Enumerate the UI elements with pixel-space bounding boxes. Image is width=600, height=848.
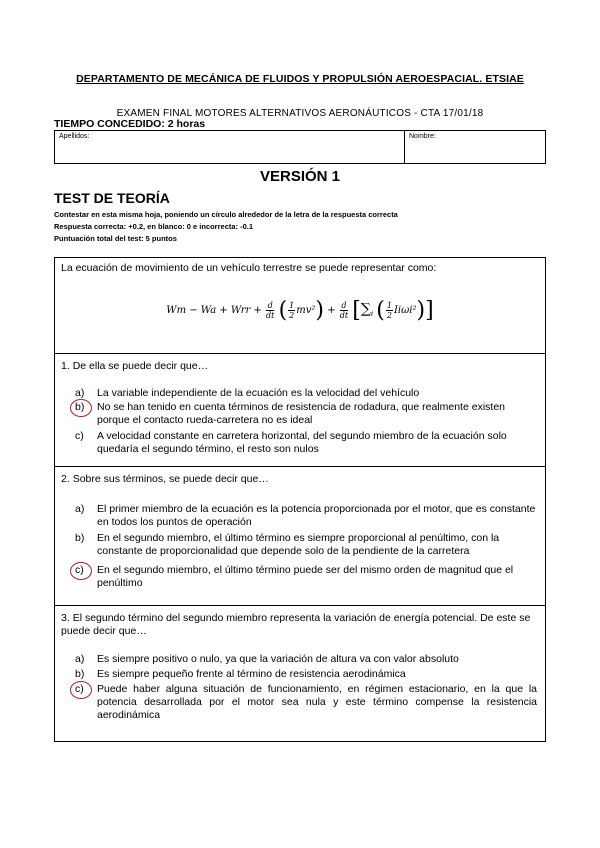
name-label: Nombre: xyxy=(409,133,436,140)
student-info-box xyxy=(54,130,546,164)
equation-left: Wm − Wa + Wrr + xyxy=(166,305,266,316)
half-fraction: $\frac{1}{2}$ xyxy=(289,301,295,320)
option-text: A velocidad constante en carretera horizontal, del segundo miembro de la ecuación solo quedaría el segundo término, el resto son nulos xyxy=(97,430,507,455)
answer-option[interactable] xyxy=(75,503,537,529)
answer-option[interactable] xyxy=(75,564,537,590)
exam-title: EXAMEN FINAL MOTORES ALTERNATIVOS AERONÁUTICOS - CTA 17/01/18 xyxy=(116,108,484,119)
sum-symbol: ∑ xyxy=(360,301,371,317)
derivative: $\frac{d}{dt}$ xyxy=(339,301,349,320)
answer-option[interactable] xyxy=(75,668,537,681)
question-stem xyxy=(61,473,539,486)
answer-option[interactable] xyxy=(75,532,537,558)
question-box xyxy=(54,605,546,742)
half-fraction: $\frac{1}{2}$ xyxy=(386,301,392,320)
question-text: De ella se puede decir que… xyxy=(72,360,209,372)
kinetic-term: mv² xyxy=(296,305,316,316)
answer-option[interactable] xyxy=(75,683,537,722)
answer-circle-mark xyxy=(70,681,92,699)
answer-option[interactable] xyxy=(75,653,537,666)
option-text: Puede haber alguna situación de funcionamiento, en régimen estacionario, en la que la potencia desarrollada por el motor sea nula y este término compense la resistencia aerodinámica xyxy=(97,683,537,721)
section-title: TEST DE TEORÍA xyxy=(54,190,170,206)
answer-option[interactable] xyxy=(75,401,537,427)
instruction-line: Puntuación total del test: 5 puntos xyxy=(54,234,177,243)
option-letter: c) xyxy=(75,564,84,576)
intro-text: La ecuación de movimiento de un vehículo terrestre se puede representar como: xyxy=(61,262,437,274)
option-letter: c) xyxy=(75,430,84,442)
answer-option[interactable] xyxy=(75,430,537,456)
option-text: Es siempre pequeño frente al término de resistencia aerodinámica xyxy=(97,668,406,680)
option-text: En el segundo miembro, el último término es siempre proporcional al penúltimo, con la constante de proporcionalidad que depende solo de la pendiente de la carretera xyxy=(97,532,500,557)
answer-circle-mark xyxy=(70,562,92,580)
name-divider xyxy=(404,131,405,163)
option-letter: b) xyxy=(75,668,85,680)
question-text: El segundo término del segundo miembro representa la variación de energía potencial. De este se puede decir que… xyxy=(61,612,531,637)
question-text: Sobre sus términos, se puede decir que… xyxy=(72,473,269,485)
option-text: Es siempre positivo o nulo, ya que la variación de altura va con valor absoluto xyxy=(97,653,459,665)
option-text: No se han tenido en cuenta términos de resistencia de rodadura, que realmente existen porque el contacto rueda-carretera no es ideal xyxy=(97,401,506,426)
rotational-term: Iiωi² xyxy=(393,305,417,316)
intro-box xyxy=(54,257,546,354)
department-title: DEPARTAMENTO DE MECÁNICA DE FLUIDOS Y PROPULSIÓN AEROESPACIAL. ETSIAE xyxy=(76,73,524,85)
question-number: 3. xyxy=(61,612,70,624)
derivative: $\frac{d}{dt}$ xyxy=(266,301,275,320)
question-stem xyxy=(61,612,539,638)
option-text: La variable independiente de la ecuación es la velocidad del vehículo xyxy=(97,387,420,399)
question-number: 1. xyxy=(61,360,70,372)
question-number: 2. xyxy=(61,473,70,485)
option-text: El primer miembro de la ecuación es la potencia proporcionada por el motor, que es constante en todos los puntos de operación xyxy=(97,503,536,528)
question-stem xyxy=(61,360,539,373)
option-letter: c) xyxy=(75,683,84,695)
motion-equation: Wm − Wa + Wrr + $\frac{d}{dt}$ ( $\frac{1}{2}mv^2$) + $\frac{d}{dt} [\sum_i$ ( $\frac{1}{2}Ii\omega i^2$)] xyxy=(166,298,434,323)
time-allowed: TIEMPO CONCEDIDO: 2 horas xyxy=(54,118,206,130)
question-box xyxy=(54,353,546,467)
option-text: En el segundo miembro, el último término puede ser del mismo orden de magnitud que el penúltimo xyxy=(97,564,514,589)
instruction-line: Contestar en esta misma hoja, poniendo un círculo alrededor de la letra de la respuesta correcta xyxy=(54,210,398,219)
option-letter: b) xyxy=(75,401,85,413)
option-letter: a) xyxy=(75,653,85,665)
option-letter: a) xyxy=(75,503,85,515)
option-letter: a) xyxy=(75,387,85,399)
version-title: VERSIÓN 1 xyxy=(259,168,341,185)
question-box xyxy=(54,466,546,606)
instruction-line: Respuesta correcta: +0.2, en blanco: 0 e incorrecta: -0.1 xyxy=(54,222,254,231)
option-letter: b) xyxy=(75,532,85,544)
answer-circle-mark xyxy=(70,399,92,417)
answer-option[interactable] xyxy=(75,387,537,400)
surname-label: Apellidos: xyxy=(59,133,90,140)
sum-index: i xyxy=(370,310,374,318)
